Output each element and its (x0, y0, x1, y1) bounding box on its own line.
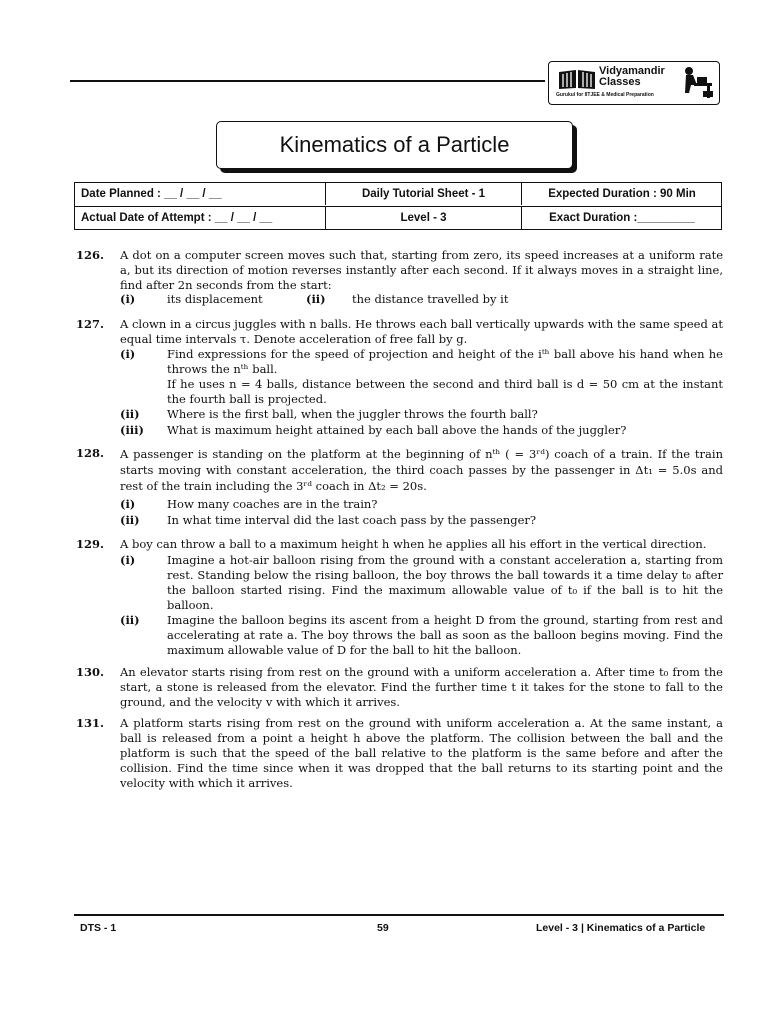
problem-statement: A boy can throw a ball to a maximum height h when he applies all his effort in the vertical direction. (120, 537, 707, 551)
actual-date: Actual Date of Attempt : __ / __ / __ (81, 212, 273, 224)
student-figure-icon (677, 65, 715, 101)
part-text: How many coaches are in the train? (167, 497, 378, 511)
exact-duration: Exact Duration :_________ (521, 207, 722, 229)
brand-tagline: Gurukul for IITJEE & Medical Preparation (556, 92, 654, 98)
page-title: Kinematics of a Particle (216, 121, 573, 169)
part-text: its displacement (167, 292, 263, 306)
problem-number: 129. (76, 537, 105, 551)
footer-rule (74, 914, 724, 916)
part-label: (ii) (120, 613, 140, 627)
part-text: Where is the first ball, when the juggler throws the fourth ball? (167, 407, 538, 421)
part-text: If he uses n = 4 balls, distance between the second and third ball is d = 50 cm at the instant the fourth ball is projected. (167, 377, 723, 406)
problem-number: 131. (76, 716, 105, 730)
part-text: Find expressions for the speed of projection and height of the iᵗʰ ball above his hand when he throws the nᵗʰ ball. (167, 347, 723, 376)
problem-statement: A clown in a circus juggles with n balls. He throws each ball vertically upwards with the same speed at equal time intervals τ. Denote acceleration of free fall by g. (120, 317, 723, 346)
part-text: In what time interval did the last coach pass by the passenger? (167, 513, 537, 527)
problem-number: 130. (76, 665, 105, 679)
part-text: the distance travelled by it (352, 292, 509, 306)
part-label: (ii) (120, 513, 140, 527)
level: Level - 3 (325, 207, 521, 229)
table-row (75, 206, 721, 229)
part-text: What is maximum height attained by each ball above the hands of the juggler? (167, 423, 627, 437)
page-number: 59 (377, 922, 389, 934)
sheet-name: Daily Tutorial Sheet - 1 (325, 183, 521, 205)
table-row (75, 183, 721, 205)
problem-statement: A dot on a computer screen moves such that, starting from zero, its speed increases at a uniform rate a, but its direction of motion reverses instantly after each second. If it always moves in a straight line, find after 2n seconds from the start: (120, 248, 723, 292)
part-label: (ii) (306, 292, 326, 306)
problem-statement: An elevator starts rising from rest on the ground with a uniform acceleration a. After time t₀ from the start, a stone is released from the elevator. Find the further time t it takes for the stone to fall to the ground, and the velocity v with which it arrives. (120, 665, 723, 709)
part-label: (i) (120, 347, 136, 361)
problem-number: 128. (76, 446, 105, 460)
problem-number: 126. (76, 248, 105, 262)
problem-statement: A passenger is standing on the platform at the beginning of nᵗʰ ( = 3ʳᵈ) coach of a train. If the train starts moving with constant acceleration, the third coach passes by the passenger in Δt₁ = 5.0s and rest of the train including the 3ʳᵈ coach in Δt₂ = 20s. (120, 447, 723, 493)
vidyamandir-logo (548, 61, 720, 105)
part-text: Imagine the balloon begins its ascent from a height D from the ground, starting from rest and accelerating at rate a. The boy throws the ball as soon as the balloon begins moving. Find the maximum allowable value of D for the ball to hit the balloon. (167, 613, 723, 657)
date-planned: Date Planned : __ / __ / __ (81, 188, 222, 200)
brand-name: Vidyamandir Classes (599, 65, 665, 88)
part-text: Imagine a hot-air balloon rising from the ground with a constant acceleration a, starting from rest. Standing below the rising balloon, the boy throws the ball towards it a time delay t₀ after the balloon started rising. Find the maximum allowable value of t₀ if the ball is to hit the balloon. (167, 553, 723, 612)
footer-section-title: Level - 3 | Kinematics of a Particle (536, 922, 706, 934)
part-label: (i) (120, 497, 136, 511)
tutorial-info-table (74, 182, 722, 230)
part-label: (i) (120, 553, 136, 567)
expected-duration: Expected Duration : 90 Min (521, 183, 722, 205)
header-rule (70, 80, 545, 82)
part-label: (iii) (120, 423, 144, 437)
part-label: (ii) (120, 407, 140, 421)
problem-number: 127. (76, 317, 105, 331)
footer-sheet-code: DTS - 1 (80, 922, 117, 934)
book-icon (557, 68, 597, 90)
problem-statement: A platform starts rising from rest on the ground with uniform acceleration a. At the same instant, a ball is released from a point a height h above the platform. The collision between the ball and the platform is such that the speed of the ball relative to the platform is the same before and after the collision. Find the time since when it was dropped that the ball returns to its starting point and the velocity with which it arrives. (120, 716, 723, 790)
part-label: (i) (120, 292, 136, 306)
